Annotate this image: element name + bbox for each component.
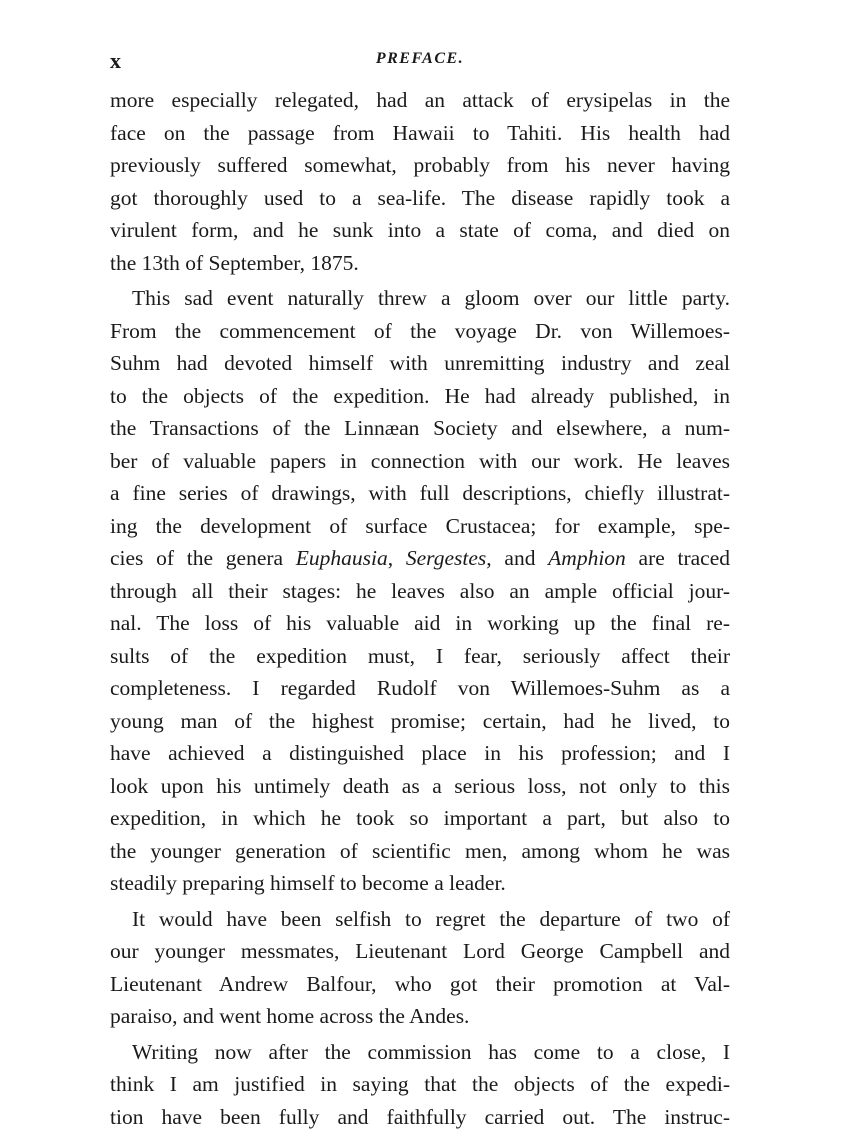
text-line: got thoroughly used to a sea-life. The disease rapidly took a [110,185,730,210]
text-line: expedition, in which he took so important a part, but also to [110,806,730,830]
text-line: virulent form, and he sunk into a state of coma, and died on [110,218,730,242]
text-line: to the objects of the expedition. He had already published, in [110,383,730,408]
text-line: previously suffered somewhat, probably from his never having [110,153,730,177]
text-line: nal. The loss of his valuable aid in working up the final re- [110,611,730,635]
text-segment: cies of the genera [110,546,296,570]
text-line: the 13th of September, 1875. [110,250,359,275]
text-line: think I am justified in saying that the objects of the expedi- [110,1072,730,1096]
text-line: From the commencement of the voyage Dr. von Willemoes- [110,318,730,343]
text-line: steadily preparing himself to become a leader. [110,871,506,895]
text-line: a fine series of drawings, with full descriptions, chiefly illustrat- [110,481,730,505]
text-line: the younger generation of scientific men, among whom he was [110,838,730,863]
text-line-with-genera [110,542,730,575]
paragraph-2 [110,282,730,900]
genus-euphausia: Euphausia [295,546,388,570]
page-number: x [110,48,122,73]
text-line: Writing now after the commission has come to a close, I [132,1039,730,1064]
text-line: young man of the highest promise; certain, had he lived, to [110,708,730,733]
text-line: Lieutenant Andrew Balfour, who got their promotion at Val- [110,971,730,996]
text-line: It would have been selfish to regret the departure of two of [132,906,730,931]
text-line: This sad event naturally threw a gloom over our little party. [132,286,730,310]
text-line: the Transactions of the Linnæan Society and elsewhere, a num- [110,416,730,440]
page-header [110,48,730,76]
text-segment: , and [486,546,549,570]
text-line: paraiso, and went home across the Andes. [110,1004,470,1028]
text-line: completeness. I regarded Rudolf von Willemoes-Suhm as a [110,676,730,700]
body-text [110,84,730,1133]
text-line: look upon his untimely death as a serious loss, not only to this [110,773,730,798]
text-line: sults of the expedition must, I fear, seriously affect their [110,643,730,668]
text-segment: , [387,546,406,570]
text-line: our younger messmates, Lieutenant Lord George Campbell and [110,939,730,963]
text-segment: are traced [625,546,731,570]
text-line: ing the development of surface Crustacea; for example, spe- [110,513,730,538]
paragraph-3 [110,903,730,1033]
genus-sergestes: Sergestes [405,546,487,570]
paragraph-1 [110,84,730,279]
text-line: face on the passage from Hawaii to Tahiti. His health had [110,120,730,145]
text-line: more especially relegated, had an attack of erysipelas in the [110,88,730,112]
text-line: Suhm had devoted himself with unremitting industry and zeal [110,351,730,375]
text-line: ber of valuable papers in connection with our work. He leaves [110,448,730,473]
text-line: through all their stages: he leaves also an ample official jour- [110,578,730,603]
genus-amphion: Amphion [548,546,626,570]
text-line: have achieved a distinguished place in his profession; and I [110,741,730,765]
running-title: PREFACE. [375,50,465,67]
paragraph-4 [110,1036,730,1134]
text-line: tion have been fully and faithfully carried out. The instruc- [110,1104,730,1129]
